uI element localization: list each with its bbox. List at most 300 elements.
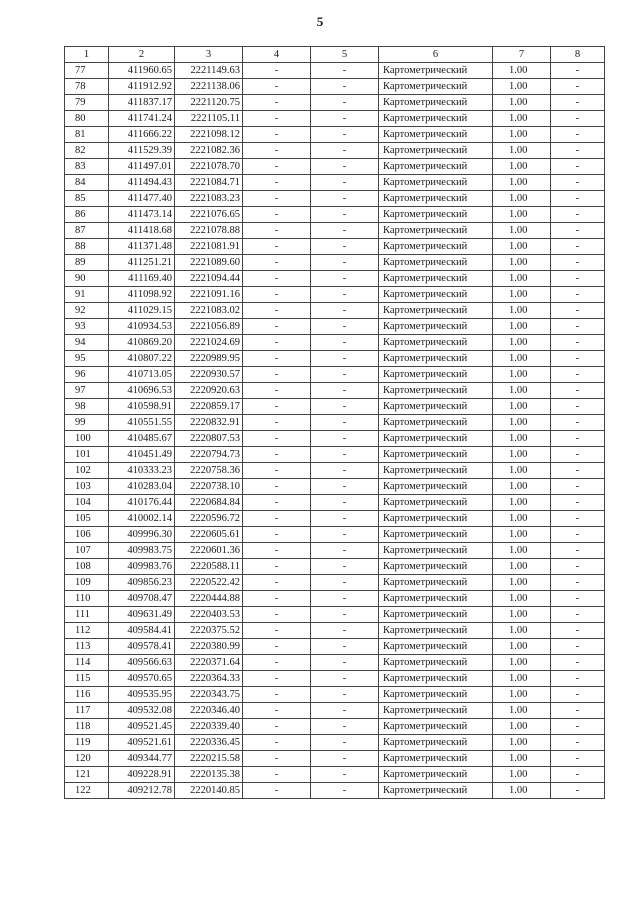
table-cell: Картометрический <box>379 703 493 719</box>
table-cell: - <box>311 543 379 559</box>
table-cell: 83 <box>65 159 109 175</box>
table-cell: 89 <box>65 255 109 271</box>
table-cell: - <box>243 127 311 143</box>
table-cell: Картометрический <box>379 671 493 687</box>
table-cell: 1.00 <box>493 431 551 447</box>
table-cell: 411418.68 <box>109 223 175 239</box>
table-cell: - <box>551 607 605 623</box>
table-cell: Картометрический <box>379 575 493 591</box>
table-cell: 1.00 <box>493 287 551 303</box>
table-cell: Картометрический <box>379 687 493 703</box>
table-cell: 1.00 <box>493 335 551 351</box>
table-cell: - <box>311 175 379 191</box>
table-row <box>65 303 605 319</box>
table-cell: 1.00 <box>493 415 551 431</box>
table-cell: 108 <box>65 559 109 575</box>
table-cell: Картометрический <box>379 143 493 159</box>
table-cell: 2220375.52 <box>175 623 243 639</box>
table-cell: 2220140.85 <box>175 783 243 799</box>
table-cell: 1.00 <box>493 223 551 239</box>
table-cell: - <box>311 431 379 447</box>
table-row <box>65 751 605 767</box>
table-row <box>65 367 605 383</box>
table-cell: 2221056.89 <box>175 319 243 335</box>
table-cell: - <box>311 367 379 383</box>
table-cell: 2221078.88 <box>175 223 243 239</box>
table-cell: - <box>311 271 379 287</box>
table-cell: Картометрический <box>379 239 493 255</box>
table-cell: 411029.15 <box>109 303 175 319</box>
table-cell: - <box>311 111 379 127</box>
table-cell: 1.00 <box>493 127 551 143</box>
table-cell: - <box>551 111 605 127</box>
table-cell: 102 <box>65 463 109 479</box>
table-cell: 2221076.65 <box>175 207 243 223</box>
table-cell: 2221089.60 <box>175 255 243 271</box>
table-cell: 410551.55 <box>109 415 175 431</box>
table-cell: - <box>243 303 311 319</box>
table-row <box>65 671 605 687</box>
table-cell: 93 <box>65 319 109 335</box>
table-row <box>65 79 605 95</box>
table-cell: 409631.49 <box>109 607 175 623</box>
table-cell: - <box>243 271 311 287</box>
table-row <box>65 383 605 399</box>
table-cell: - <box>311 511 379 527</box>
table-cell: 2220601.36 <box>175 543 243 559</box>
table-cell: 409856.23 <box>109 575 175 591</box>
table-cell: 2220832.91 <box>175 415 243 431</box>
table-cell: 114 <box>65 655 109 671</box>
table-cell: 1.00 <box>493 175 551 191</box>
table-cell: - <box>551 191 605 207</box>
table-cell: - <box>551 335 605 351</box>
table-cell: - <box>551 95 605 111</box>
table-row <box>65 687 605 703</box>
table-row <box>65 559 605 575</box>
table-cell: Картометрический <box>379 367 493 383</box>
table-cell: Картометрический <box>379 431 493 447</box>
table-cell: 103 <box>65 479 109 495</box>
table-cell: 410283.04 <box>109 479 175 495</box>
table-cell: 91 <box>65 287 109 303</box>
table-cell: Картометрический <box>379 303 493 319</box>
table-cell: - <box>243 431 311 447</box>
table-cell: - <box>311 783 379 799</box>
table-cell: 409521.61 <box>109 735 175 751</box>
table-cell: 1.00 <box>493 751 551 767</box>
table-cell: - <box>551 751 605 767</box>
table-cell: - <box>243 255 311 271</box>
table-cell: 115 <box>65 671 109 687</box>
table-cell: - <box>551 655 605 671</box>
table-cell: 411837.17 <box>109 95 175 111</box>
table-cell: - <box>243 367 311 383</box>
table-cell: - <box>311 63 379 79</box>
table-cell: 2220920.63 <box>175 383 243 399</box>
table-cell: 95 <box>65 351 109 367</box>
table-cell: 409521.45 <box>109 719 175 735</box>
table-cell: - <box>551 511 605 527</box>
table-row <box>65 479 605 495</box>
table-cell: 2221098.12 <box>175 127 243 143</box>
table-cell: - <box>243 415 311 431</box>
table-cell: 409532.08 <box>109 703 175 719</box>
table-cell: 1.00 <box>493 399 551 415</box>
table-cell: - <box>551 383 605 399</box>
table-row <box>65 319 605 335</box>
table-cell: Картометрический <box>379 543 493 559</box>
table-row <box>65 639 605 655</box>
table-cell: - <box>551 463 605 479</box>
table-cell: 98 <box>65 399 109 415</box>
table-cell: - <box>551 223 605 239</box>
table-cell: 2221084.71 <box>175 175 243 191</box>
table-cell: - <box>311 447 379 463</box>
table-cell: 118 <box>65 719 109 735</box>
table-row <box>65 783 605 799</box>
table-cell: - <box>311 655 379 671</box>
table-row <box>65 95 605 111</box>
table-cell: Картометрический <box>379 607 493 623</box>
table-cell: - <box>551 175 605 191</box>
table-cell: 2220380.99 <box>175 639 243 655</box>
table-cell: Картометрический <box>379 351 493 367</box>
table-cell: 410713.05 <box>109 367 175 383</box>
column-header: 8 <box>551 47 605 63</box>
table-cell: - <box>551 527 605 543</box>
table-cell: 409535.95 <box>109 687 175 703</box>
table-cell: 2220859.17 <box>175 399 243 415</box>
table-cell: 409212.78 <box>109 783 175 799</box>
table-cell: 2220364.33 <box>175 671 243 687</box>
table-cell: - <box>551 479 605 495</box>
table-cell: - <box>551 351 605 367</box>
table-cell: 1.00 <box>493 623 551 639</box>
table-cell: - <box>311 415 379 431</box>
table-cell: - <box>551 495 605 511</box>
table-cell: - <box>311 767 379 783</box>
table-cell: 411912.92 <box>109 79 175 95</box>
table-cell: 411529.39 <box>109 143 175 159</box>
table-row <box>65 447 605 463</box>
table-cell: - <box>243 95 311 111</box>
column-header: 4 <box>243 47 311 63</box>
table-cell: 1.00 <box>493 575 551 591</box>
table-cell: - <box>311 79 379 95</box>
table-cell: 2220588.11 <box>175 559 243 575</box>
table-cell: 82 <box>65 143 109 159</box>
table-cell: - <box>243 111 311 127</box>
table-cell: - <box>243 351 311 367</box>
table-cell: 87 <box>65 223 109 239</box>
table-cell: - <box>243 607 311 623</box>
table-cell: 2220336.45 <box>175 735 243 751</box>
table-row <box>65 735 605 751</box>
table-cell: Картометрический <box>379 511 493 527</box>
table-cell: 2220215.58 <box>175 751 243 767</box>
table-cell: 1.00 <box>493 655 551 671</box>
table-cell: Картометрический <box>379 191 493 207</box>
table-cell: 410176.44 <box>109 495 175 511</box>
table-cell: - <box>243 751 311 767</box>
table-cell: - <box>243 527 311 543</box>
table-cell: 2220930.57 <box>175 367 243 383</box>
table-row <box>65 703 605 719</box>
table-row <box>65 543 605 559</box>
table-cell: 1.00 <box>493 303 551 319</box>
table-cell: Картометрический <box>379 127 493 143</box>
table-cell: - <box>243 399 311 415</box>
table-cell: 104 <box>65 495 109 511</box>
table-cell: 1.00 <box>493 735 551 751</box>
table-cell: - <box>311 703 379 719</box>
table-cell: 117 <box>65 703 109 719</box>
table-cell: - <box>243 575 311 591</box>
table-cell: 411477.40 <box>109 191 175 207</box>
table-cell: 2220371.64 <box>175 655 243 671</box>
table-cell: 409708.47 <box>109 591 175 607</box>
table-row <box>65 287 605 303</box>
table-cell: - <box>311 383 379 399</box>
table-cell: 1.00 <box>493 783 551 799</box>
table-cell: - <box>551 623 605 639</box>
table-row <box>65 223 605 239</box>
table-cell: 409996.30 <box>109 527 175 543</box>
table-cell: Картометрический <box>379 79 493 95</box>
table-cell: - <box>551 447 605 463</box>
table-row <box>65 159 605 175</box>
table-cell: Картометрический <box>379 63 493 79</box>
table-cell: 105 <box>65 511 109 527</box>
table-cell: 92 <box>65 303 109 319</box>
table-cell: 2221091.16 <box>175 287 243 303</box>
table-row <box>65 575 605 591</box>
table-cell: 411169.40 <box>109 271 175 287</box>
table-cell: 410485.67 <box>109 431 175 447</box>
table-cell: - <box>243 63 311 79</box>
table-cell: Картометрический <box>379 783 493 799</box>
table-cell: - <box>243 319 311 335</box>
table-cell: 97 <box>65 383 109 399</box>
table-cell: - <box>311 319 379 335</box>
table-cell: Картометрический <box>379 623 493 639</box>
column-header: 3 <box>175 47 243 63</box>
table-cell: 1.00 <box>493 367 551 383</box>
table-cell: Картометрический <box>379 271 493 287</box>
table-cell: - <box>243 463 311 479</box>
table-cell: - <box>311 127 379 143</box>
table-cell: 2220339.40 <box>175 719 243 735</box>
table-cell: 1.00 <box>493 95 551 111</box>
table-cell: 1.00 <box>493 239 551 255</box>
table-cell: 1.00 <box>493 463 551 479</box>
table-cell: 81 <box>65 127 109 143</box>
table-cell: 1.00 <box>493 607 551 623</box>
table-cell: 2220403.53 <box>175 607 243 623</box>
table-cell: 1.00 <box>493 271 551 287</box>
table-cell: - <box>243 735 311 751</box>
table-cell: - <box>551 543 605 559</box>
table-cell: 2220684.84 <box>175 495 243 511</box>
table-cell: 1.00 <box>493 383 551 399</box>
table-cell: 2220135.38 <box>175 767 243 783</box>
table-cell: Картометрический <box>379 415 493 431</box>
table-cell: - <box>551 319 605 335</box>
table-cell: - <box>551 767 605 783</box>
table-cell: Картометрический <box>379 655 493 671</box>
table-cell: - <box>551 783 605 799</box>
table-cell: - <box>311 255 379 271</box>
table-cell: 122 <box>65 783 109 799</box>
table-cell: - <box>243 143 311 159</box>
table-cell: 1.00 <box>493 687 551 703</box>
table-cell: Картометрический <box>379 447 493 463</box>
table-cell: 410807.22 <box>109 351 175 367</box>
table-cell: Картометрический <box>379 111 493 127</box>
table-cell: - <box>311 287 379 303</box>
table-cell: 2220596.72 <box>175 511 243 527</box>
table-cell: - <box>311 607 379 623</box>
table-row <box>65 175 605 191</box>
table-cell: Картометрический <box>379 319 493 335</box>
table-cell: 409584.41 <box>109 623 175 639</box>
table-cell: - <box>551 287 605 303</box>
table-cell: 410934.53 <box>109 319 175 335</box>
table-cell: - <box>551 127 605 143</box>
table-cell: - <box>311 735 379 751</box>
table-cell: Картометрический <box>379 399 493 415</box>
table-cell: Картометрический <box>379 591 493 607</box>
table-cell: - <box>551 143 605 159</box>
table-cell: Картометрический <box>379 719 493 735</box>
table-row <box>65 127 605 143</box>
table-row <box>65 191 605 207</box>
table-cell: 2220346.40 <box>175 703 243 719</box>
table-cell: - <box>243 591 311 607</box>
table-cell: - <box>311 527 379 543</box>
table-cell: 2221078.70 <box>175 159 243 175</box>
table-cell: - <box>243 687 311 703</box>
table-cell: 1.00 <box>493 703 551 719</box>
table-row <box>65 399 605 415</box>
table-cell: 106 <box>65 527 109 543</box>
table-cell: 2220738.10 <box>175 479 243 495</box>
table-row <box>65 719 605 735</box>
table-cell: - <box>311 623 379 639</box>
table-cell: 2220989.95 <box>175 351 243 367</box>
table-cell: - <box>551 399 605 415</box>
table-cell: Картометрический <box>379 287 493 303</box>
table-cell: - <box>311 143 379 159</box>
table-cell: 410002.14 <box>109 511 175 527</box>
table-cell: Картометрический <box>379 255 493 271</box>
table-cell: - <box>311 463 379 479</box>
table-cell: 1.00 <box>493 255 551 271</box>
table-cell: Картометрический <box>379 159 493 175</box>
table-cell: 409228.91 <box>109 767 175 783</box>
table-row <box>65 527 605 543</box>
column-header: 2 <box>109 47 175 63</box>
table-cell: - <box>243 447 311 463</box>
table-cell: - <box>551 559 605 575</box>
table-cell: 88 <box>65 239 109 255</box>
table-cell: - <box>243 639 311 655</box>
table-cell: 1.00 <box>493 479 551 495</box>
table-cell: Картометрический <box>379 559 493 575</box>
table-cell: - <box>551 271 605 287</box>
table-cell: 94 <box>65 335 109 351</box>
table-cell: 411497.01 <box>109 159 175 175</box>
table-cell: - <box>243 655 311 671</box>
table-cell: Картометрический <box>379 383 493 399</box>
table-row <box>65 239 605 255</box>
table-cell: - <box>311 207 379 223</box>
table-cell: 78 <box>65 79 109 95</box>
table-row <box>65 511 605 527</box>
table-cell: 1.00 <box>493 191 551 207</box>
table-cell: - <box>311 639 379 655</box>
table-cell: 411098.92 <box>109 287 175 303</box>
table-cell: Картометрический <box>379 95 493 111</box>
table-cell: 1.00 <box>493 719 551 735</box>
table-cell: - <box>243 335 311 351</box>
table-cell: - <box>311 479 379 495</box>
table-cell: 79 <box>65 95 109 111</box>
table-cell: 2221083.23 <box>175 191 243 207</box>
table-cell: - <box>243 79 311 95</box>
table-row <box>65 255 605 271</box>
table-cell: 409566.63 <box>109 655 175 671</box>
table-cell: - <box>311 223 379 239</box>
table-cell: Картометрический <box>379 207 493 223</box>
table-cell: - <box>311 399 379 415</box>
table-cell: 2221082.36 <box>175 143 243 159</box>
table-cell: 1.00 <box>493 495 551 511</box>
table-cell: - <box>243 175 311 191</box>
table-cell: 2220807.53 <box>175 431 243 447</box>
table-cell: - <box>551 639 605 655</box>
table-cell: 2221081.91 <box>175 239 243 255</box>
table-cell: 1.00 <box>493 591 551 607</box>
table-cell: - <box>243 783 311 799</box>
table-cell: - <box>311 239 379 255</box>
table-row <box>65 591 605 607</box>
table-cell: Картометрический <box>379 527 493 543</box>
table-header-row <box>65 47 605 63</box>
table-cell: - <box>243 671 311 687</box>
table-cell: - <box>243 719 311 735</box>
table-cell: Картометрический <box>379 463 493 479</box>
table-cell: 2220758.36 <box>175 463 243 479</box>
table-cell: 411494.43 <box>109 175 175 191</box>
table-cell: - <box>243 191 311 207</box>
table-cell: 90 <box>65 271 109 287</box>
table-body <box>65 63 605 799</box>
table-cell: - <box>311 575 379 591</box>
table-cell: - <box>551 591 605 607</box>
table-row <box>65 415 605 431</box>
table-cell: 411960.65 <box>109 63 175 79</box>
table-cell: - <box>551 671 605 687</box>
column-header: 7 <box>493 47 551 63</box>
table-cell: 411251.21 <box>109 255 175 271</box>
table-row <box>65 111 605 127</box>
table-cell: - <box>551 703 605 719</box>
table-cell: - <box>311 191 379 207</box>
table-cell: - <box>243 207 311 223</box>
table-cell: 2220343.75 <box>175 687 243 703</box>
